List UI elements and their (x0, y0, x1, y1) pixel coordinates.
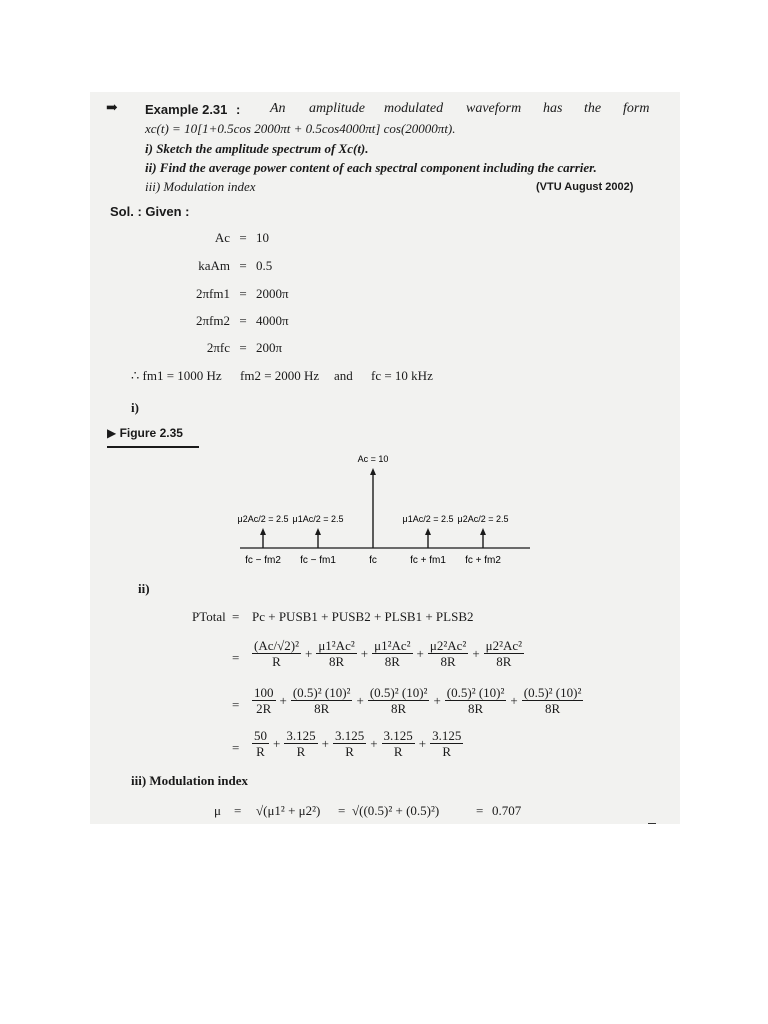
example-word: waveform (466, 101, 522, 116)
frequency-tick-label: fc − fm1 (300, 555, 336, 566)
example-word: amplitude (309, 101, 365, 116)
equals-sign: = (234, 803, 242, 818)
equals-sign: = (232, 609, 240, 624)
equals-sign: = (232, 697, 240, 712)
question-2: ii) Find the average power content of each spectral component including the carrier. (145, 160, 597, 175)
question-1: i) Sketch the amplitude spectrum of Xc(t). (145, 141, 369, 156)
part-i-label: i) (131, 400, 139, 415)
spectral-annotation: μ1Ac/2 = 2.5 (402, 514, 454, 524)
equals-sign: = (232, 740, 240, 755)
spectral-arrowhead-fc-fm2 (260, 528, 266, 535)
equals-sign: = (338, 803, 346, 818)
frequency-tick-label: fc + fm1 (410, 555, 446, 566)
frequency-tick-label: fc + fm2 (465, 555, 501, 566)
example-word: modulated (384, 101, 444, 116)
mu-symbol: μ (214, 803, 221, 818)
spectral-arrowhead-fc-fm2 (480, 528, 486, 535)
waveform-expression: xc(t) = 10[1+0.5cos 2000πt + 0.5cos4000πt] cos(20000πt). (145, 121, 456, 136)
power-expression-symbolic: $\frac{\text{(Ac/√2)²}}{R}$ + $\frac{\text{μ1²Ac²}}{8R}$ + $\frac{\text{μ1²Ac²}}{8R}$ + $\frac{\text{μ2²Ac²}}{8R}$ + $\frac{\text{μ2²Ac²}}{8R}$ (254, 638, 523, 669)
power-expression-numeric: $\frac{100}{2R}$ + $\frac{\text{(0.5)² (10)²}}{8R}$ + $\frac{\text{(0.5)² (10)²}}{8R}$ + $\frac{\text{(0.5)² (10)²}}{8R}$ + $\frac{\text{(0.5)² (10)²}}{8R}$ (254, 685, 582, 716)
modulation-index-formula: √(μ1² + μ2²) (256, 803, 321, 818)
given-row: Ac = 10 (214, 230, 269, 245)
equals-sign: = (232, 650, 240, 665)
question-3: iii) Modulation index (145, 179, 256, 194)
derived-fm2: fm2 = 2000 Hz (240, 368, 320, 383)
spectral-annotation: μ2Ac/2 = 2.5 (457, 514, 509, 524)
figure-label: ▶ Figure 2.35 (107, 426, 183, 440)
power-expression-result: $\frac{50}{R}$ + $\frac{3.125}{R}$ + $\frac{3.125}{R}$ + $\frac{3.125}{R}$ + $\frac{3.125}{R}$ (254, 728, 462, 759)
spectral-arrowhead-fc (370, 468, 376, 475)
part-ii-label: ii) (138, 581, 150, 596)
scan-artifact-dash (648, 823, 656, 824)
example-word: has (543, 101, 563, 116)
and-word: and (334, 368, 353, 383)
frequency-tick-label: fc (369, 555, 377, 566)
given-row: 2πfc = 200π (206, 340, 283, 355)
example-word: An (270, 101, 286, 116)
given-row: 2πfm2 = 4000π (195, 313, 289, 328)
source-note: (VTU August 2002) (536, 181, 634, 193)
amplitude-spectrum-chart (230, 450, 540, 575)
given-row: kaAm = 0.5 (198, 258, 273, 273)
ptotal-lhs: PTotal (192, 609, 226, 624)
derived-fm1: ∴ fm1 = 1000 Hz (131, 368, 222, 383)
example-word: form (623, 101, 650, 116)
example-word: the (584, 101, 602, 116)
frequency-tick-label: fc − fm2 (245, 555, 281, 566)
spectral-annotation: μ2Ac/2 = 2.5 (237, 514, 289, 524)
figure-underline (107, 446, 199, 448)
spectral-annotation: Ac = 10 (357, 454, 389, 464)
example-label: Example 2.31 (145, 102, 228, 117)
example-sep: : (236, 102, 241, 117)
derived-fc: fc = 10 kHz (371, 368, 433, 383)
ptotal-rhs: Pc + PUSB1 + PUSB2 + PLSB1 + PLSB2 (252, 609, 474, 624)
given-row: 2πfm1 = 2000π (195, 286, 289, 301)
modulation-index-result: 0.707 (492, 803, 522, 818)
spectral-arrowhead-fc-fm1 (315, 528, 321, 535)
modulation-index-substitution: √((0.5)² + (0.5)²) (352, 803, 440, 818)
spectral-arrowhead-fc-fm1 (425, 528, 431, 535)
spectral-annotation: μ1Ac/2 = 2.5 (292, 514, 344, 524)
equals-sign: = (476, 803, 484, 818)
example-arrow: ➡ (106, 101, 118, 116)
part-iii-label: iii) Modulation index (131, 773, 249, 788)
solution-label: Sol. : Given : (110, 204, 190, 219)
